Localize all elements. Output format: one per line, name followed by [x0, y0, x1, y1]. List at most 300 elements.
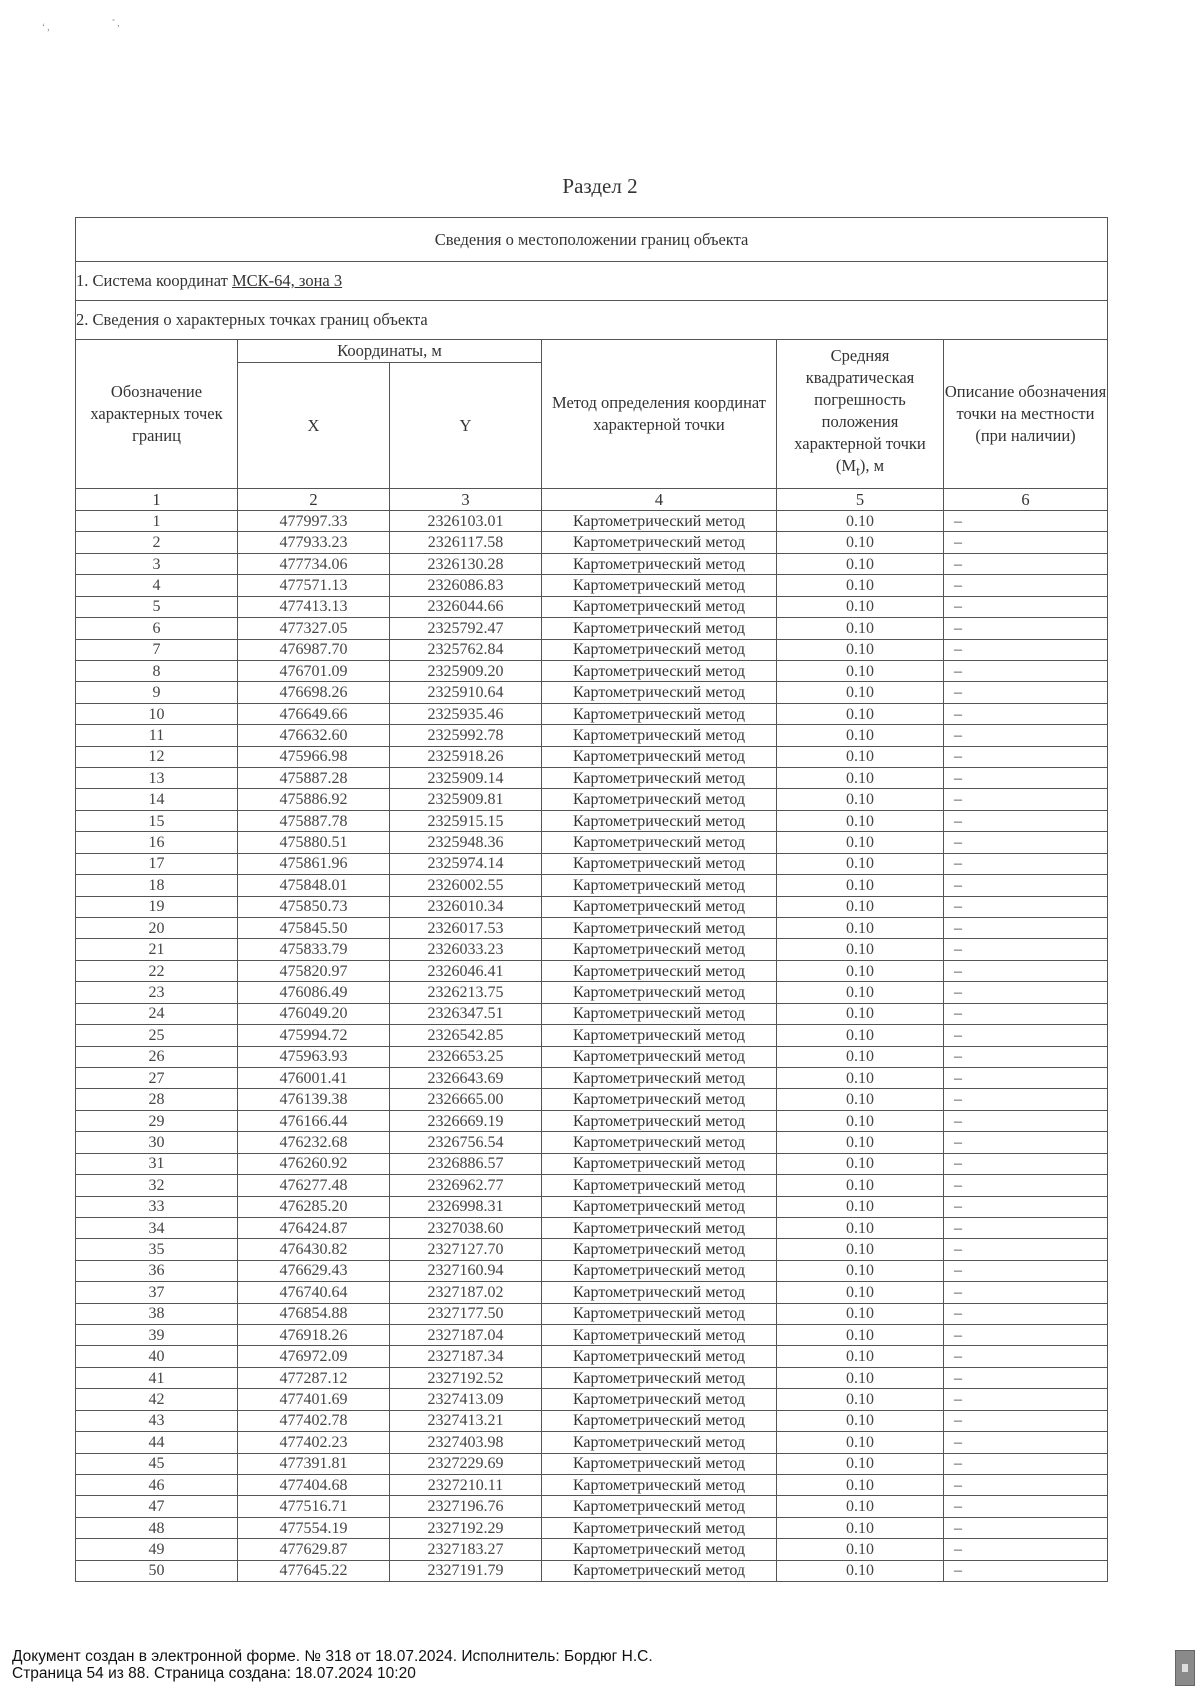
x-coord-cell: 475887.78	[238, 810, 390, 831]
y-coord-cell: 2326347.51	[390, 1003, 542, 1024]
description-cell: –	[944, 1410, 1108, 1431]
point-number-cell: 44	[76, 1432, 238, 1453]
description-cell: –	[944, 1003, 1108, 1024]
table-row	[76, 618, 1108, 639]
error-cell: 0.10	[777, 1153, 944, 1174]
y-coord-cell: 2327183.27	[390, 1539, 542, 1560]
method-cell: Картометрический метод	[542, 982, 777, 1003]
error-cell: 0.10	[777, 746, 944, 767]
y-coord-cell: 2325992.78	[390, 725, 542, 746]
method-cell: Картометрический метод	[542, 1089, 777, 1110]
method-cell: Картометрический метод	[542, 939, 777, 960]
description-cell: –	[944, 1196, 1108, 1217]
description-cell: –	[944, 1389, 1108, 1410]
method-cell: Картометрический метод	[542, 725, 777, 746]
table-row	[76, 1410, 1108, 1431]
method-cell: Картометрический метод	[542, 1003, 777, 1024]
point-number-cell: 35	[76, 1239, 238, 1260]
y-coord-cell: 2325909.81	[390, 789, 542, 810]
point-number-cell: 29	[76, 1110, 238, 1131]
method-cell: Картометрический метод	[542, 896, 777, 917]
description-cell: –	[944, 618, 1108, 639]
method-cell: Картометрический метод	[542, 1303, 777, 1324]
method-cell: Картометрический метод	[542, 660, 777, 681]
method-cell: Картометрический метод	[542, 832, 777, 853]
method-cell: Картометрический метод	[542, 1153, 777, 1174]
point-number-cell: 6	[76, 618, 238, 639]
table-row	[76, 703, 1108, 724]
x-coord-cell: 477571.13	[238, 575, 390, 596]
method-cell: Картометрический метод	[542, 703, 777, 724]
header-error-sub: t	[856, 463, 860, 479]
x-coord-cell: 476854.88	[238, 1303, 390, 1324]
col-number: 1	[76, 489, 238, 511]
x-coord-cell: 476918.26	[238, 1325, 390, 1346]
description-cell: –	[944, 1346, 1108, 1367]
point-number-cell: 12	[76, 746, 238, 767]
point-number-cell: 38	[76, 1303, 238, 1324]
y-coord-cell: 2326010.34	[390, 896, 542, 917]
y-coord-cell: 2327192.52	[390, 1367, 542, 1388]
description-cell: –	[944, 896, 1108, 917]
method-cell: Картометрический метод	[542, 553, 777, 574]
point-number-cell: 7	[76, 639, 238, 660]
coord-system-value: МСК-64, зона 3	[231, 271, 343, 290]
table-row	[76, 1560, 1108, 1581]
point-number-cell: 8	[76, 660, 238, 681]
x-coord-cell: 477401.69	[238, 1389, 390, 1410]
table-row	[76, 896, 1108, 917]
error-cell: 0.10	[777, 832, 944, 853]
description-cell: –	[944, 853, 1108, 874]
table-row	[76, 1175, 1108, 1196]
error-cell: 0.10	[777, 1239, 944, 1260]
point-number-cell: 48	[76, 1517, 238, 1538]
point-number-cell: 21	[76, 939, 238, 960]
table-row	[76, 1260, 1108, 1281]
table-row	[76, 1453, 1108, 1474]
boundary-table	[75, 217, 1108, 1582]
description-cell: –	[944, 768, 1108, 789]
description-cell: –	[944, 1217, 1108, 1238]
section-title: Раздел 2	[562, 174, 638, 198]
point-number-cell: 32	[76, 1175, 238, 1196]
error-cell: 0.10	[777, 1432, 944, 1453]
x-coord-cell: 476086.49	[238, 982, 390, 1003]
description-cell: –	[944, 939, 1108, 960]
point-number-cell: 5	[76, 596, 238, 617]
description-cell: –	[944, 1025, 1108, 1046]
y-coord-cell: 2327196.76	[390, 1496, 542, 1517]
y-coord-cell: 2326665.00	[390, 1089, 542, 1110]
description-cell: –	[944, 1517, 1108, 1538]
error-cell: 0.10	[777, 1346, 944, 1367]
x-coord-cell: 476629.43	[238, 1260, 390, 1281]
y-coord-cell: 2327192.29	[390, 1517, 542, 1538]
table-row	[76, 1153, 1108, 1174]
method-cell: Картометрический метод	[542, 746, 777, 767]
x-coord-cell: 476698.26	[238, 682, 390, 703]
table-row	[76, 596, 1108, 617]
method-cell: Картометрический метод	[542, 810, 777, 831]
error-cell: 0.10	[777, 725, 944, 746]
coord-system-label: 1. Система координат	[76, 271, 228, 290]
table-row	[76, 660, 1108, 681]
description-cell: –	[944, 982, 1108, 1003]
x-coord-cell: 476285.20	[238, 1196, 390, 1217]
footer-line-1: Документ создан в электронной форме. № 318 от 18.07.2024. Исполнитель: Бордюг Н.С.	[12, 1648, 653, 1665]
error-cell: 0.10	[777, 896, 944, 917]
x-coord-cell: 477997.33	[238, 511, 390, 532]
scan-artifact: ˚ ,	[112, 18, 120, 28]
x-coord-cell: 477402.78	[238, 1410, 390, 1431]
y-coord-cell: 2325762.84	[390, 639, 542, 660]
description-cell: –	[944, 682, 1108, 703]
x-coord-cell: 476632.60	[238, 725, 390, 746]
x-coord-cell: 477629.87	[238, 1539, 390, 1560]
footer-line-2: Страница 54 из 88. Страница создана: 18.07.2024 10:20	[12, 1665, 416, 1682]
table-row	[76, 1303, 1108, 1324]
y-coord-cell: 2326643.69	[390, 1067, 542, 1088]
table-row	[76, 725, 1108, 746]
description-cell: –	[944, 1432, 1108, 1453]
error-cell: 0.10	[777, 1560, 944, 1581]
error-cell: 0.10	[777, 1132, 944, 1153]
description-cell: –	[944, 960, 1108, 981]
header-error-main: Средняя квадратическая погрешность положения характерной точки (M	[794, 346, 926, 476]
method-cell: Картометрический метод	[542, 1367, 777, 1388]
y-coord-cell: 2325935.46	[390, 703, 542, 724]
description-cell: –	[944, 1367, 1108, 1388]
error-cell: 0.10	[777, 1175, 944, 1196]
point-number-cell: 28	[76, 1089, 238, 1110]
x-coord-cell: 475820.97	[238, 960, 390, 981]
x-coord-cell: 476430.82	[238, 1239, 390, 1260]
point-number-cell: 22	[76, 960, 238, 981]
y-coord-cell: 2327177.50	[390, 1303, 542, 1324]
x-coord-cell: 476649.66	[238, 703, 390, 724]
error-cell: 0.10	[777, 1389, 944, 1410]
method-cell: Картометрический метод	[542, 1046, 777, 1067]
point-number-cell: 34	[76, 1217, 238, 1238]
point-number-cell: 43	[76, 1410, 238, 1431]
table-row	[76, 746, 1108, 767]
table-row	[76, 1539, 1108, 1560]
method-cell: Картометрический метод	[542, 532, 777, 553]
x-coord-cell: 476701.09	[238, 660, 390, 681]
error-cell: 0.10	[777, 960, 944, 981]
description-cell: –	[944, 511, 1108, 532]
description-cell: –	[944, 532, 1108, 553]
description-cell: –	[944, 875, 1108, 896]
error-cell: 0.10	[777, 1367, 944, 1388]
point-number-cell: 4	[76, 575, 238, 596]
method-cell: Картометрический метод	[542, 682, 777, 703]
error-cell: 0.10	[777, 1325, 944, 1346]
method-cell: Картометрический метод	[542, 1260, 777, 1281]
point-number-cell: 49	[76, 1539, 238, 1560]
method-cell: Картометрический метод	[542, 768, 777, 789]
x-coord-cell: 475887.28	[238, 768, 390, 789]
error-cell: 0.10	[777, 1496, 944, 1517]
table-row	[76, 810, 1108, 831]
table-row	[76, 1089, 1108, 1110]
y-coord-cell: 2326998.31	[390, 1196, 542, 1217]
table-row	[76, 1025, 1108, 1046]
table-row	[76, 532, 1108, 553]
point-number-cell: 17	[76, 853, 238, 874]
table-row	[76, 1067, 1108, 1088]
error-cell: 0.10	[777, 703, 944, 724]
description-cell: –	[944, 1175, 1108, 1196]
x-coord-cell: 477645.22	[238, 1560, 390, 1581]
method-cell: Картометрический метод	[542, 1560, 777, 1581]
description-cell: –	[944, 810, 1108, 831]
coord-system-row	[76, 262, 1108, 301]
description-cell: –	[944, 1560, 1108, 1581]
method-cell: Картометрический метод	[542, 1239, 777, 1260]
error-cell: 0.10	[777, 789, 944, 810]
point-number-cell: 45	[76, 1453, 238, 1474]
table-row	[76, 575, 1108, 596]
header-x: X	[238, 363, 390, 489]
col-number: 5	[777, 489, 944, 511]
error-cell: 0.10	[777, 982, 944, 1003]
table-row	[76, 832, 1108, 853]
x-coord-cell: 475880.51	[238, 832, 390, 853]
y-coord-cell: 2326033.23	[390, 939, 542, 960]
error-cell: 0.10	[777, 918, 944, 939]
description-cell: –	[944, 1539, 1108, 1560]
y-coord-cell: 2327160.94	[390, 1260, 542, 1281]
y-coord-cell: 2327210.11	[390, 1474, 542, 1495]
error-cell: 0.10	[777, 682, 944, 703]
description-cell: –	[944, 639, 1108, 660]
point-number-cell: 39	[76, 1325, 238, 1346]
point-number-cell: 23	[76, 982, 238, 1003]
table-row	[76, 1282, 1108, 1303]
method-cell: Картометрический метод	[542, 1517, 777, 1538]
header-error	[777, 340, 944, 489]
description-cell: –	[944, 746, 1108, 767]
method-cell: Картометрический метод	[542, 875, 777, 896]
error-cell: 0.10	[777, 511, 944, 532]
point-number-cell: 40	[76, 1346, 238, 1367]
error-cell: 0.10	[777, 875, 944, 896]
y-coord-cell: 2325792.47	[390, 618, 542, 639]
error-cell: 0.10	[777, 1046, 944, 1067]
point-number-cell: 9	[76, 682, 238, 703]
table-row	[76, 918, 1108, 939]
header-coords: Координаты, м	[238, 340, 542, 363]
x-coord-cell: 475966.98	[238, 746, 390, 767]
header-y: Y	[390, 363, 542, 489]
description-cell: –	[944, 1067, 1108, 1088]
error-cell: 0.10	[777, 768, 944, 789]
table-row	[76, 768, 1108, 789]
method-cell: Картометрический метод	[542, 618, 777, 639]
error-cell: 0.10	[777, 1110, 944, 1131]
col-number: 6	[944, 489, 1108, 511]
document-footer	[12, 1648, 653, 1682]
description-cell: –	[944, 1089, 1108, 1110]
error-cell: 0.10	[777, 1453, 944, 1474]
y-coord-cell: 2327191.79	[390, 1560, 542, 1581]
method-cell: Картометрический метод	[542, 1496, 777, 1517]
x-coord-cell: 477402.23	[238, 1432, 390, 1453]
y-coord-cell: 2326046.41	[390, 960, 542, 981]
description-cell: –	[944, 1260, 1108, 1281]
method-cell: Картометрический метод	[542, 1196, 777, 1217]
method-cell: Картометрический метод	[542, 1282, 777, 1303]
method-cell: Картометрический метод	[542, 511, 777, 532]
y-coord-cell: 2325974.14	[390, 853, 542, 874]
method-cell: Картометрический метод	[542, 1410, 777, 1431]
point-number-cell: 47	[76, 1496, 238, 1517]
y-coord-cell: 2326756.54	[390, 1132, 542, 1153]
x-coord-cell: 475994.72	[238, 1025, 390, 1046]
table-row	[76, 511, 1108, 532]
point-number-cell: 25	[76, 1025, 238, 1046]
description-cell: –	[944, 575, 1108, 596]
header-method: Метод определения координат характерной точки	[542, 340, 777, 489]
method-cell: Картометрический метод	[542, 1132, 777, 1153]
description-cell: –	[944, 1239, 1108, 1260]
table-row	[76, 639, 1108, 660]
error-cell: 0.10	[777, 553, 944, 574]
table-row	[76, 960, 1108, 981]
x-coord-cell: 476232.68	[238, 1132, 390, 1153]
x-coord-cell: 475861.96	[238, 853, 390, 874]
error-cell: 0.10	[777, 660, 944, 681]
x-coord-cell: 477391.81	[238, 1453, 390, 1474]
table-row	[76, 982, 1108, 1003]
y-coord-cell: 2327413.09	[390, 1389, 542, 1410]
error-cell: 0.10	[777, 1410, 944, 1431]
y-coord-cell: 2327187.04	[390, 1325, 542, 1346]
error-cell: 0.10	[777, 1003, 944, 1024]
point-number-cell: 30	[76, 1132, 238, 1153]
y-coord-cell: 2326103.01	[390, 511, 542, 532]
x-coord-cell: 475845.50	[238, 918, 390, 939]
header-description: Описание обозначения точки на местности (при наличии)	[944, 340, 1108, 489]
col-number: 3	[390, 489, 542, 511]
x-coord-cell: 476166.44	[238, 1110, 390, 1131]
error-cell: 0.10	[777, 853, 944, 874]
point-number-cell: 1	[76, 511, 238, 532]
method-cell: Картометрический метод	[542, 960, 777, 981]
method-cell: Картометрический метод	[542, 1346, 777, 1367]
x-coord-cell: 476139.38	[238, 1089, 390, 1110]
method-cell: Картометрический метод	[542, 1110, 777, 1131]
y-coord-cell: 2326653.25	[390, 1046, 542, 1067]
error-cell: 0.10	[777, 1474, 944, 1495]
x-coord-cell: 477516.71	[238, 1496, 390, 1517]
method-cell: Картометрический метод	[542, 1025, 777, 1046]
x-coord-cell: 476277.48	[238, 1175, 390, 1196]
y-coord-cell: 2326962.77	[390, 1175, 542, 1196]
description-cell: –	[944, 832, 1108, 853]
method-cell: Картометрический метод	[542, 1453, 777, 1474]
point-number-cell: 41	[76, 1367, 238, 1388]
point-number-cell: 24	[76, 1003, 238, 1024]
table-row	[76, 553, 1108, 574]
point-number-cell: 37	[76, 1282, 238, 1303]
y-coord-cell: 2327187.02	[390, 1282, 542, 1303]
y-coord-cell: 2326044.66	[390, 596, 542, 617]
point-number-cell: 19	[76, 896, 238, 917]
point-number-cell: 33	[76, 1196, 238, 1217]
point-number-cell: 3	[76, 553, 238, 574]
method-cell: Картометрический метод	[542, 639, 777, 660]
table-row	[76, 1432, 1108, 1453]
x-coord-cell: 477734.06	[238, 553, 390, 574]
description-cell: –	[944, 1046, 1108, 1067]
method-cell: Картометрический метод	[542, 1432, 777, 1453]
description-cell: –	[944, 1325, 1108, 1346]
table-row	[76, 1474, 1108, 1495]
table-row	[76, 939, 1108, 960]
error-cell: 0.10	[777, 596, 944, 617]
error-cell: 0.10	[777, 618, 944, 639]
x-coord-cell: 476001.41	[238, 1067, 390, 1088]
description-cell: –	[944, 660, 1108, 681]
description-cell: –	[944, 1153, 1108, 1174]
table-row	[76, 1325, 1108, 1346]
x-coord-cell: 477287.12	[238, 1367, 390, 1388]
method-cell: Картометрический метод	[542, 853, 777, 874]
col-number: 2	[238, 489, 390, 511]
col-number: 4	[542, 489, 777, 511]
y-coord-cell: 2327187.34	[390, 1346, 542, 1367]
point-number-cell: 27	[76, 1067, 238, 1088]
description-cell: –	[944, 596, 1108, 617]
error-cell: 0.10	[777, 575, 944, 596]
table-row	[76, 1389, 1108, 1410]
x-coord-cell: 476424.87	[238, 1217, 390, 1238]
method-cell: Картометрический метод	[542, 789, 777, 810]
error-cell: 0.10	[777, 639, 944, 660]
table-row	[76, 1367, 1108, 1388]
table-row	[76, 1496, 1108, 1517]
x-coord-cell: 475833.79	[238, 939, 390, 960]
error-cell: 0.10	[777, 1196, 944, 1217]
point-number-cell: 15	[76, 810, 238, 831]
x-coord-cell: 477413.13	[238, 596, 390, 617]
point-number-cell: 2	[76, 532, 238, 553]
x-coord-cell: 476740.64	[238, 1282, 390, 1303]
y-coord-cell: 2326213.75	[390, 982, 542, 1003]
point-number-cell: 36	[76, 1260, 238, 1281]
method-cell: Картометрический метод	[542, 1175, 777, 1196]
method-cell: Картометрический метод	[542, 596, 777, 617]
description-cell: –	[944, 1303, 1108, 1324]
method-cell: Картометрический метод	[542, 1389, 777, 1410]
y-coord-cell: 2326002.55	[390, 875, 542, 896]
x-coord-cell: 475963.93	[238, 1046, 390, 1067]
x-coord-cell: 477933.23	[238, 532, 390, 553]
method-cell: Картометрический метод	[542, 1067, 777, 1088]
y-coord-cell: 2326130.28	[390, 553, 542, 574]
y-coord-cell: 2327038.60	[390, 1217, 542, 1238]
y-coord-cell: 2327229.69	[390, 1453, 542, 1474]
table-row	[76, 1517, 1108, 1538]
table-row	[76, 1239, 1108, 1260]
table-row	[76, 875, 1108, 896]
point-number-cell: 16	[76, 832, 238, 853]
error-cell: 0.10	[777, 1517, 944, 1538]
error-cell: 0.10	[777, 532, 944, 553]
